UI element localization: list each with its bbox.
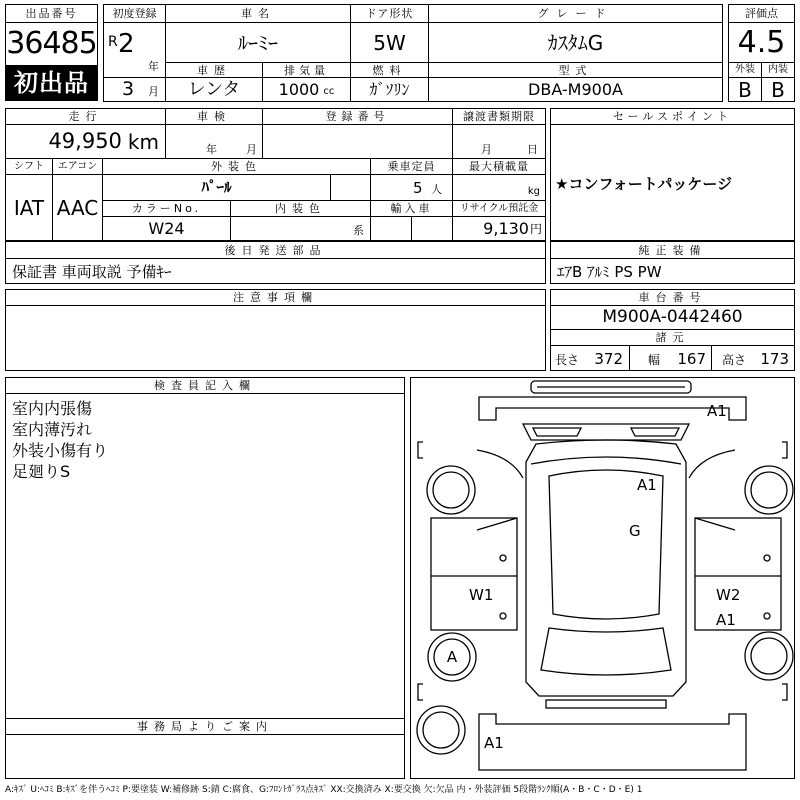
damage-mark-roof: A1 — [637, 476, 657, 494]
displacement-unit: cc — [323, 85, 335, 97]
inspector-note-line: 外装小傷有り — [12, 441, 109, 460]
damage-legend: A:ｷｽﾞ U:ﾍｺﾐ B:ｷｽﾞを伴うﾍｺﾐ P:要塗装 W:補修跡 S:錆 C:腐食、G:ﾌﾛﾝﾄｶﾞﾗｽ点ｷｽﾞ XX:交換済み X:要交換 欠:欠品 内・外装評価 5段階ﾗﾝｸ順(A・B・C・D・E) 1 — [5, 785, 643, 795]
front-frame-outline — [479, 397, 746, 420]
recycle-fee — [452, 216, 546, 241]
displacement — [262, 77, 351, 102]
damage-diagram — [410, 377, 795, 779]
interior-color-unit: 系 — [353, 224, 364, 237]
fuel-label: 燃料 — [350, 62, 429, 78]
spec-length — [550, 345, 630, 371]
model-code-label: 型式 — [428, 62, 723, 78]
spec-width — [629, 345, 712, 371]
office-notice-label: 事務局よりご案内 — [5, 718, 405, 735]
era: R — [108, 34, 118, 50]
history: レンタ — [165, 77, 263, 102]
max-load-label: 最大積載量 — [452, 158, 546, 175]
rear-window-outline — [541, 628, 671, 675]
cowl-outline — [523, 424, 689, 440]
color-no: W24 — [102, 216, 231, 241]
damage-mark-rear-left-wheel: A — [446, 648, 458, 666]
inspector-notes-label: 検査員記入欄 — [5, 377, 405, 394]
front-left-wheel-icon — [427, 466, 475, 514]
inspection-year-unit: 年 — [206, 143, 217, 156]
bracket-icon — [782, 442, 787, 458]
damage-mark-rear: A1 — [484, 734, 504, 752]
rear-right-wheel-inner — [751, 638, 787, 674]
history-label: 車歴 — [165, 62, 263, 78]
registration-month: 3 — [122, 78, 135, 100]
length-value: 372 — [594, 350, 623, 368]
overall-score: 4.5 — [728, 22, 795, 63]
width-value: 167 — [677, 350, 706, 368]
aircon: AAC — [52, 174, 103, 241]
wiper-left-outline — [533, 428, 581, 436]
damage-mark-right-side: W2 — [716, 586, 741, 604]
sales-points-label: セールスポイント — [550, 108, 795, 125]
sales-point-item: ★コンフォートパッケージ — [555, 175, 733, 193]
damage-mark-left-side: W1 — [469, 586, 494, 604]
spare-tire-inner — [423, 712, 459, 748]
model-code: DBA-M900A — [428, 77, 723, 102]
imported-value-1 — [370, 216, 412, 241]
displacement-label: 排気量 — [262, 62, 351, 78]
exterior-color-box — [330, 174, 371, 201]
grade: ｶｽﾀﾑG — [428, 22, 723, 63]
registration-number — [262, 124, 453, 159]
damage-mark-front: A1 — [707, 402, 727, 420]
car-diagram-svg — [411, 378, 794, 778]
max-load-unit: kg — [527, 186, 540, 197]
car-name: ﾙｰﾐｰ — [165, 22, 351, 63]
height-label: 高さ — [722, 353, 747, 367]
deadline-day-unit: 日 — [527, 143, 538, 156]
office-notice-body — [5, 734, 405, 779]
shift: IAT — [5, 174, 53, 241]
mileage-value: 49,950 — [48, 129, 122, 153]
first-listing-badge: 初出品 — [5, 65, 98, 101]
inspector-note-line: 室内薄汚れ — [12, 420, 93, 439]
registration-year: 2 — [118, 29, 135, 59]
front-left-wheel-inner — [433, 472, 469, 508]
car-name-label: 車名 — [165, 4, 351, 23]
spec-height — [711, 345, 795, 371]
capacity-label: 乗車定員 — [370, 158, 453, 175]
score-label: 評価点 — [728, 4, 795, 23]
imported-value-2 — [411, 216, 453, 241]
month-unit: 月 — [148, 85, 159, 98]
door-type-label: ドア形状 — [350, 4, 429, 23]
grade-label: グレード — [428, 4, 723, 23]
bracket-icon — [418, 442, 423, 458]
inspector-note-line: 室内内張傷 — [12, 399, 93, 418]
recycle-fee-unit: 円 — [529, 221, 542, 236]
length-label: 長さ — [555, 353, 580, 367]
imported-label: 輸入車 — [370, 200, 453, 217]
front-right-wheel-inner — [751, 472, 787, 508]
year-unit: 年 — [148, 60, 159, 73]
capacity — [370, 174, 453, 201]
inspector-notes — [5, 393, 405, 719]
width-label: 幅 — [648, 353, 661, 367]
interior-score-label: 内装 — [761, 62, 795, 78]
deadline-month-unit: 月 — [481, 143, 492, 156]
transfer-deadline-label: 譲渡書類期限 — [452, 108, 546, 125]
factory-equipment: ｴｱB ｱﾙﾐ PS PW — [550, 258, 795, 284]
mileage-label: 走行 — [5, 108, 166, 125]
rear-frame-outline — [479, 714, 746, 770]
registration-number-label: 登録番号 — [262, 108, 453, 125]
first-registration-label: 初度登録 — [103, 4, 166, 23]
mileage — [5, 124, 166, 159]
bracket-icon — [782, 684, 787, 700]
rear-bumper-outline — [546, 700, 666, 708]
bracket-icon — [418, 684, 423, 700]
interior-color — [230, 216, 371, 241]
interior-color-label: 内装色 — [230, 200, 371, 217]
specs-label: 諸元 — [550, 329, 795, 346]
inspection — [165, 124, 263, 159]
chassis-number: M900A-0442460 — [550, 305, 795, 330]
inspection-month-unit: 月 — [246, 143, 257, 156]
height-value: 173 — [760, 350, 789, 368]
interior-score: B — [761, 77, 795, 102]
damage-mark-right-rear: A1 — [716, 611, 736, 629]
exterior-color: ﾊﾟｰﾙ — [102, 174, 331, 201]
door-handle-icon — [764, 613, 770, 619]
door-handle-icon — [500, 613, 506, 619]
later-parts: 保証書 車両取説 予備ｷｰ — [5, 258, 546, 284]
first-registration-year — [103, 22, 166, 78]
spare-tire-icon — [417, 706, 465, 754]
max-load — [452, 174, 546, 201]
car-body-outline — [526, 440, 686, 696]
door-handle-icon — [764, 555, 770, 561]
chassis-number-label: 車台番号 — [550, 289, 795, 306]
mileage-unit: km — [127, 129, 159, 154]
color-no-label: カラーNo. — [102, 200, 231, 217]
notes-label: 注意事項欄 — [5, 289, 546, 306]
front-right-wheel-icon — [745, 466, 793, 514]
aircon-label: エアコン — [52, 158, 103, 175]
capacity-value: 5 — [413, 179, 423, 197]
rear-right-wheel-icon — [745, 632, 793, 680]
inspector-note-line: 足廻りS — [12, 462, 71, 481]
transfer-deadline — [452, 124, 546, 159]
door-handle-icon — [500, 555, 506, 561]
notes-body — [5, 305, 546, 371]
capacity-unit: 人 — [431, 183, 442, 196]
inspection-label: 車検 — [165, 108, 263, 125]
fuel: ｶﾞｿﾘﾝ — [350, 77, 429, 102]
exterior-score-label: 外装 — [728, 62, 762, 78]
windshield-line — [531, 457, 681, 464]
factory-equipment-label: 純正装備 — [550, 241, 795, 259]
exterior-score: B — [728, 77, 762, 102]
exterior-color-label: 外装色 — [102, 158, 371, 175]
recycle-fee-value: 9,130 — [483, 218, 529, 238]
displacement-value: 1000 — [278, 79, 320, 99]
first-registration-month — [103, 77, 166, 102]
later-parts-label: 後日発送部品 — [5, 241, 546, 259]
lot-number: 36485 — [5, 22, 98, 66]
sales-points — [550, 124, 795, 241]
wiper-right-outline — [631, 428, 679, 436]
shift-label: シフト — [5, 158, 53, 175]
recycle-fee-label: リサイクル預託金 — [452, 200, 546, 217]
door-type: 5W — [350, 22, 429, 63]
damage-mark-glass: G — [629, 522, 641, 540]
lot-number-label: 出品番号 — [5, 4, 98, 23]
